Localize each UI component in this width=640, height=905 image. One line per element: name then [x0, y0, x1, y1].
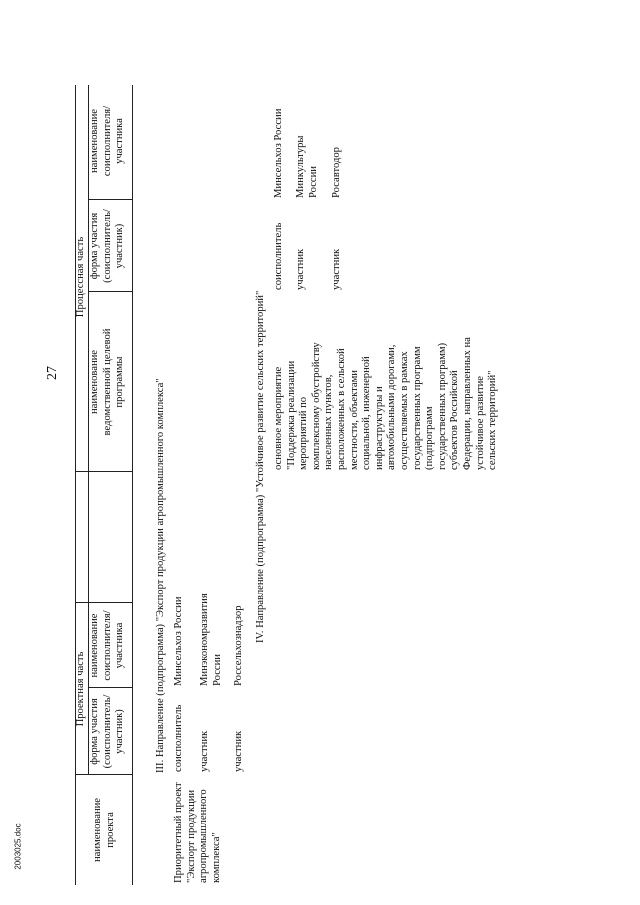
header-participation-form-2: форма участия (соисполнитель/ участник) [89, 209, 126, 283]
header-project-part: Проектная часть [75, 651, 86, 727]
section-4-row-1-form: соисполнитель [273, 222, 284, 290]
section-3-title: III. Направление (подпрограмма) "Экспорт продукции агропромышленного комплекса" [155, 378, 166, 773]
section-3-row-1-form: соисполнитель [173, 704, 184, 772]
rotated-table [75, 25, 535, 885]
header-program-name: наименование ведомственной целевой программы [89, 328, 126, 436]
section-3-row-2-name: Минэкономразвития России [199, 593, 223, 686]
header-co-executor-name: наименование соисполнителя/ участника [89, 610, 126, 681]
section-3-row-2-form: участник [199, 730, 210, 772]
section-4-row-2-name: Минкультуры России [295, 135, 319, 198]
header-co-executor-name-2: наименование соисполнителя/ участника [89, 105, 126, 177]
header-process-part: Процессная часть [75, 236, 86, 318]
section-3-row-1-name: Минсельхоз России [173, 596, 184, 686]
section-4-row-2-form: участник [295, 248, 306, 290]
section-4-row-3-name: Росавтодор [331, 147, 342, 198]
header-participation-form: форма участия (соисполнитель/ участник) [89, 694, 126, 769]
section-4-program-name: основное мероприятие "Поддержка реализации мероприятий по комплексному обустройству населенных пунктов, расположенных в сельской местности, объектами социальной, инженерной инфраструктуры и автомобильными дорогами, осуществляемых в рамках государственных программ (подпрограмм государственных программ) субъектов Российской Федерации, направленных на устойчивое развитие сельских территорий" [273, 337, 499, 470]
section-4-row-1-name: Минсельхоз России [273, 108, 284, 198]
section-4-title: IV. Направление (подпрограмма) "Устойчивое развитие сельских территорий" [255, 290, 266, 643]
section-4-row-3-form: участник [331, 248, 342, 290]
document-id: 2003025.doc [13, 823, 23, 870]
section-3-row-3-name: Россельхознадзор [233, 605, 244, 686]
header-bottom-rule [132, 85, 133, 885]
header-project-name: наименование проекта [92, 797, 116, 863]
section-3-row-3-form: участник [233, 730, 244, 772]
page-number: 27 [45, 366, 60, 380]
section-3-project-name: Приоритетный проект "Экспорт продукции агропромышленного комплекса" [173, 782, 222, 883]
